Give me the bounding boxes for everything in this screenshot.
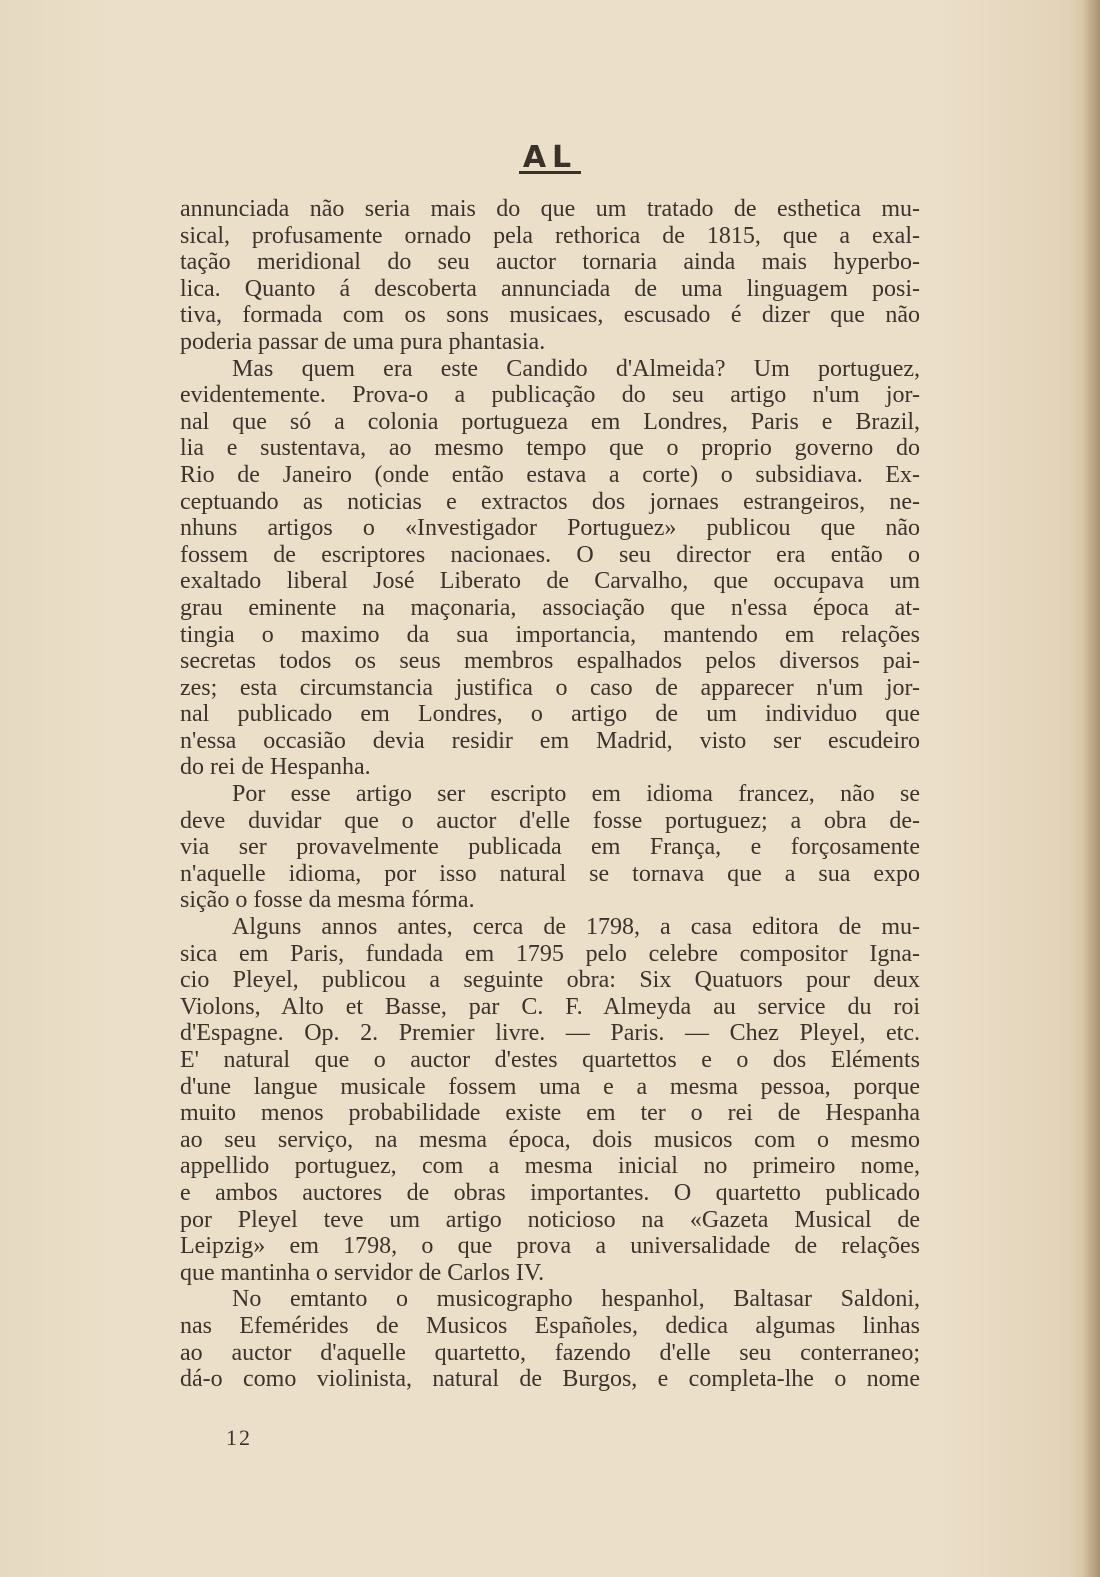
text-line: dá-o como violinista, natural de Burgos, e completa-lhe o nome (180, 1366, 920, 1393)
text-line: d'une langue musicale fossem uma e a mesma pessoa, porque (180, 1073, 920, 1100)
text-line: d'Espagne. Op. 2. Premier livre. — Paris. — Chez Pleyel, etc. (180, 1020, 920, 1047)
text-line: lica. Quanto á descoberta annunciada de uma linguagem posi- (180, 275, 920, 302)
text-line: nhuns artigos o «Investigador Portuguez» publicou que não (180, 515, 920, 542)
text-line: appellido portuguez, com a mesma inicial no primeiro nome, (180, 1153, 920, 1180)
text-line: sição o fosse da mesma fórma. (180, 887, 475, 914)
text-line: fossem de escriptores nacionaes. O seu director era então o (180, 541, 920, 568)
text-line: cio Pleyel, publicou a seguinte obra: Six Quatuors pour deux (180, 967, 920, 994)
running-head (0, 140, 1100, 175)
text-line: ao seu serviço, na mesma época, dois musicos com o mesmo (180, 1126, 920, 1153)
text-line: por Pleyel teve um artigo noticioso na «Gazeta Musical de (180, 1206, 920, 1233)
page-edge-shadow (1082, 0, 1100, 1577)
text-line: Alguns annos antes, cerca de 1798, a casa editora de mu- (232, 914, 920, 941)
text-line: poderia passar de uma pura phantasia. (180, 328, 546, 355)
text-line: ceptuando as noticias e extractos dos jornaes estrangeiros, ne- (180, 488, 920, 515)
text-line: Leipzig» em 1798, o que prova a universalidade de relações (180, 1233, 920, 1260)
text-line: No emtanto o musicographo hespanhol, Baltasar Saldoni, (232, 1286, 920, 1313)
text-line: exaltado liberal José Liberato de Carvalho, que occupava um (180, 568, 920, 595)
text-line: Por esse artigo ser escripto em idioma francez, não se (232, 781, 920, 808)
text-line: ao auctor d'aquelle quartetto, fazendo d'elle seu conterraneo; (180, 1339, 920, 1366)
text-line: Mas quem era este Candido d'Almeida? Um portuguez, (232, 355, 920, 382)
text-line: Violons, Alto et Basse, par C. F. Almeyda au service du roi (180, 993, 920, 1020)
text-line: tingia o maximo da sua importancia, mantendo em relações (180, 621, 920, 648)
running-head-text: AL (519, 145, 581, 174)
text-line: n'essa occasião devia residir em Madrid, visto ser escudeiro (180, 727, 920, 754)
text-line: secretas todos os seus membros espalhados pelos diversos pai- (180, 648, 920, 675)
text-line: tiva, formada com os sons musicaes, escusado é dizer que não (180, 302, 920, 329)
text-line: n'aquelle idioma, por isso natural se tornava que a sua expo (180, 860, 920, 887)
text-line: muito menos probabilidade existe em ter o rei de Hespanha (180, 1100, 920, 1127)
page-number: 12 (226, 1425, 252, 1450)
text-line: E' natural que o auctor d'estes quartettos e o dos Eléments (180, 1047, 920, 1073)
text-line: tação meridional do seu auctor tornaria ainda mais hyperbo- (180, 249, 920, 276)
text-line: sical, profusamente ornado pela rethorica de 1815, que a exal- (180, 222, 920, 249)
text-line: lia e sustentava, ao mesmo tempo que o proprio governo do (180, 435, 920, 462)
text-line: deve duvidar que o auctor d'elle fosse portuguez; a obra de- (180, 807, 920, 834)
text-line: evidentemente. Prova-o a publicação do seu artigo n'um jor- (180, 382, 920, 409)
text-line: zes; esta circumstancia justifica o caso de apparecer n'um jor- (180, 674, 920, 701)
text-line: nas Efemérides de Musicos Españoles, dedica algumas linhas (180, 1312, 920, 1339)
body-text (180, 196, 920, 1393)
text-line: via ser provavelmente publicada em França, e forçosamente (180, 834, 920, 861)
text-line: do rei de Hespanha. (180, 754, 371, 781)
text-line: sica em Paris, fundada em 1795 pelo celebre compositor Igna- (180, 940, 920, 967)
text-line: nal que só a colonia portugueza em Londres, Paris e Brazil, (180, 408, 920, 435)
text-line: annunciada não seria mais do que um tratado de esthetica mu- (180, 196, 920, 222)
text-line: nal publicado em Londres, o artigo de um individuo que (180, 701, 920, 728)
text-line: Rio de Janeiro (onde então estava a corte) o subsidiava. Ex- (180, 461, 920, 488)
text-line: grau eminente na maçonaria, associação que n'essa época at- (180, 594, 920, 621)
text-line: e ambos auctores de obras importantes. O quartetto publicado (180, 1179, 920, 1206)
text-line: que mantinha o servidor de Carlos IV. (180, 1259, 545, 1286)
